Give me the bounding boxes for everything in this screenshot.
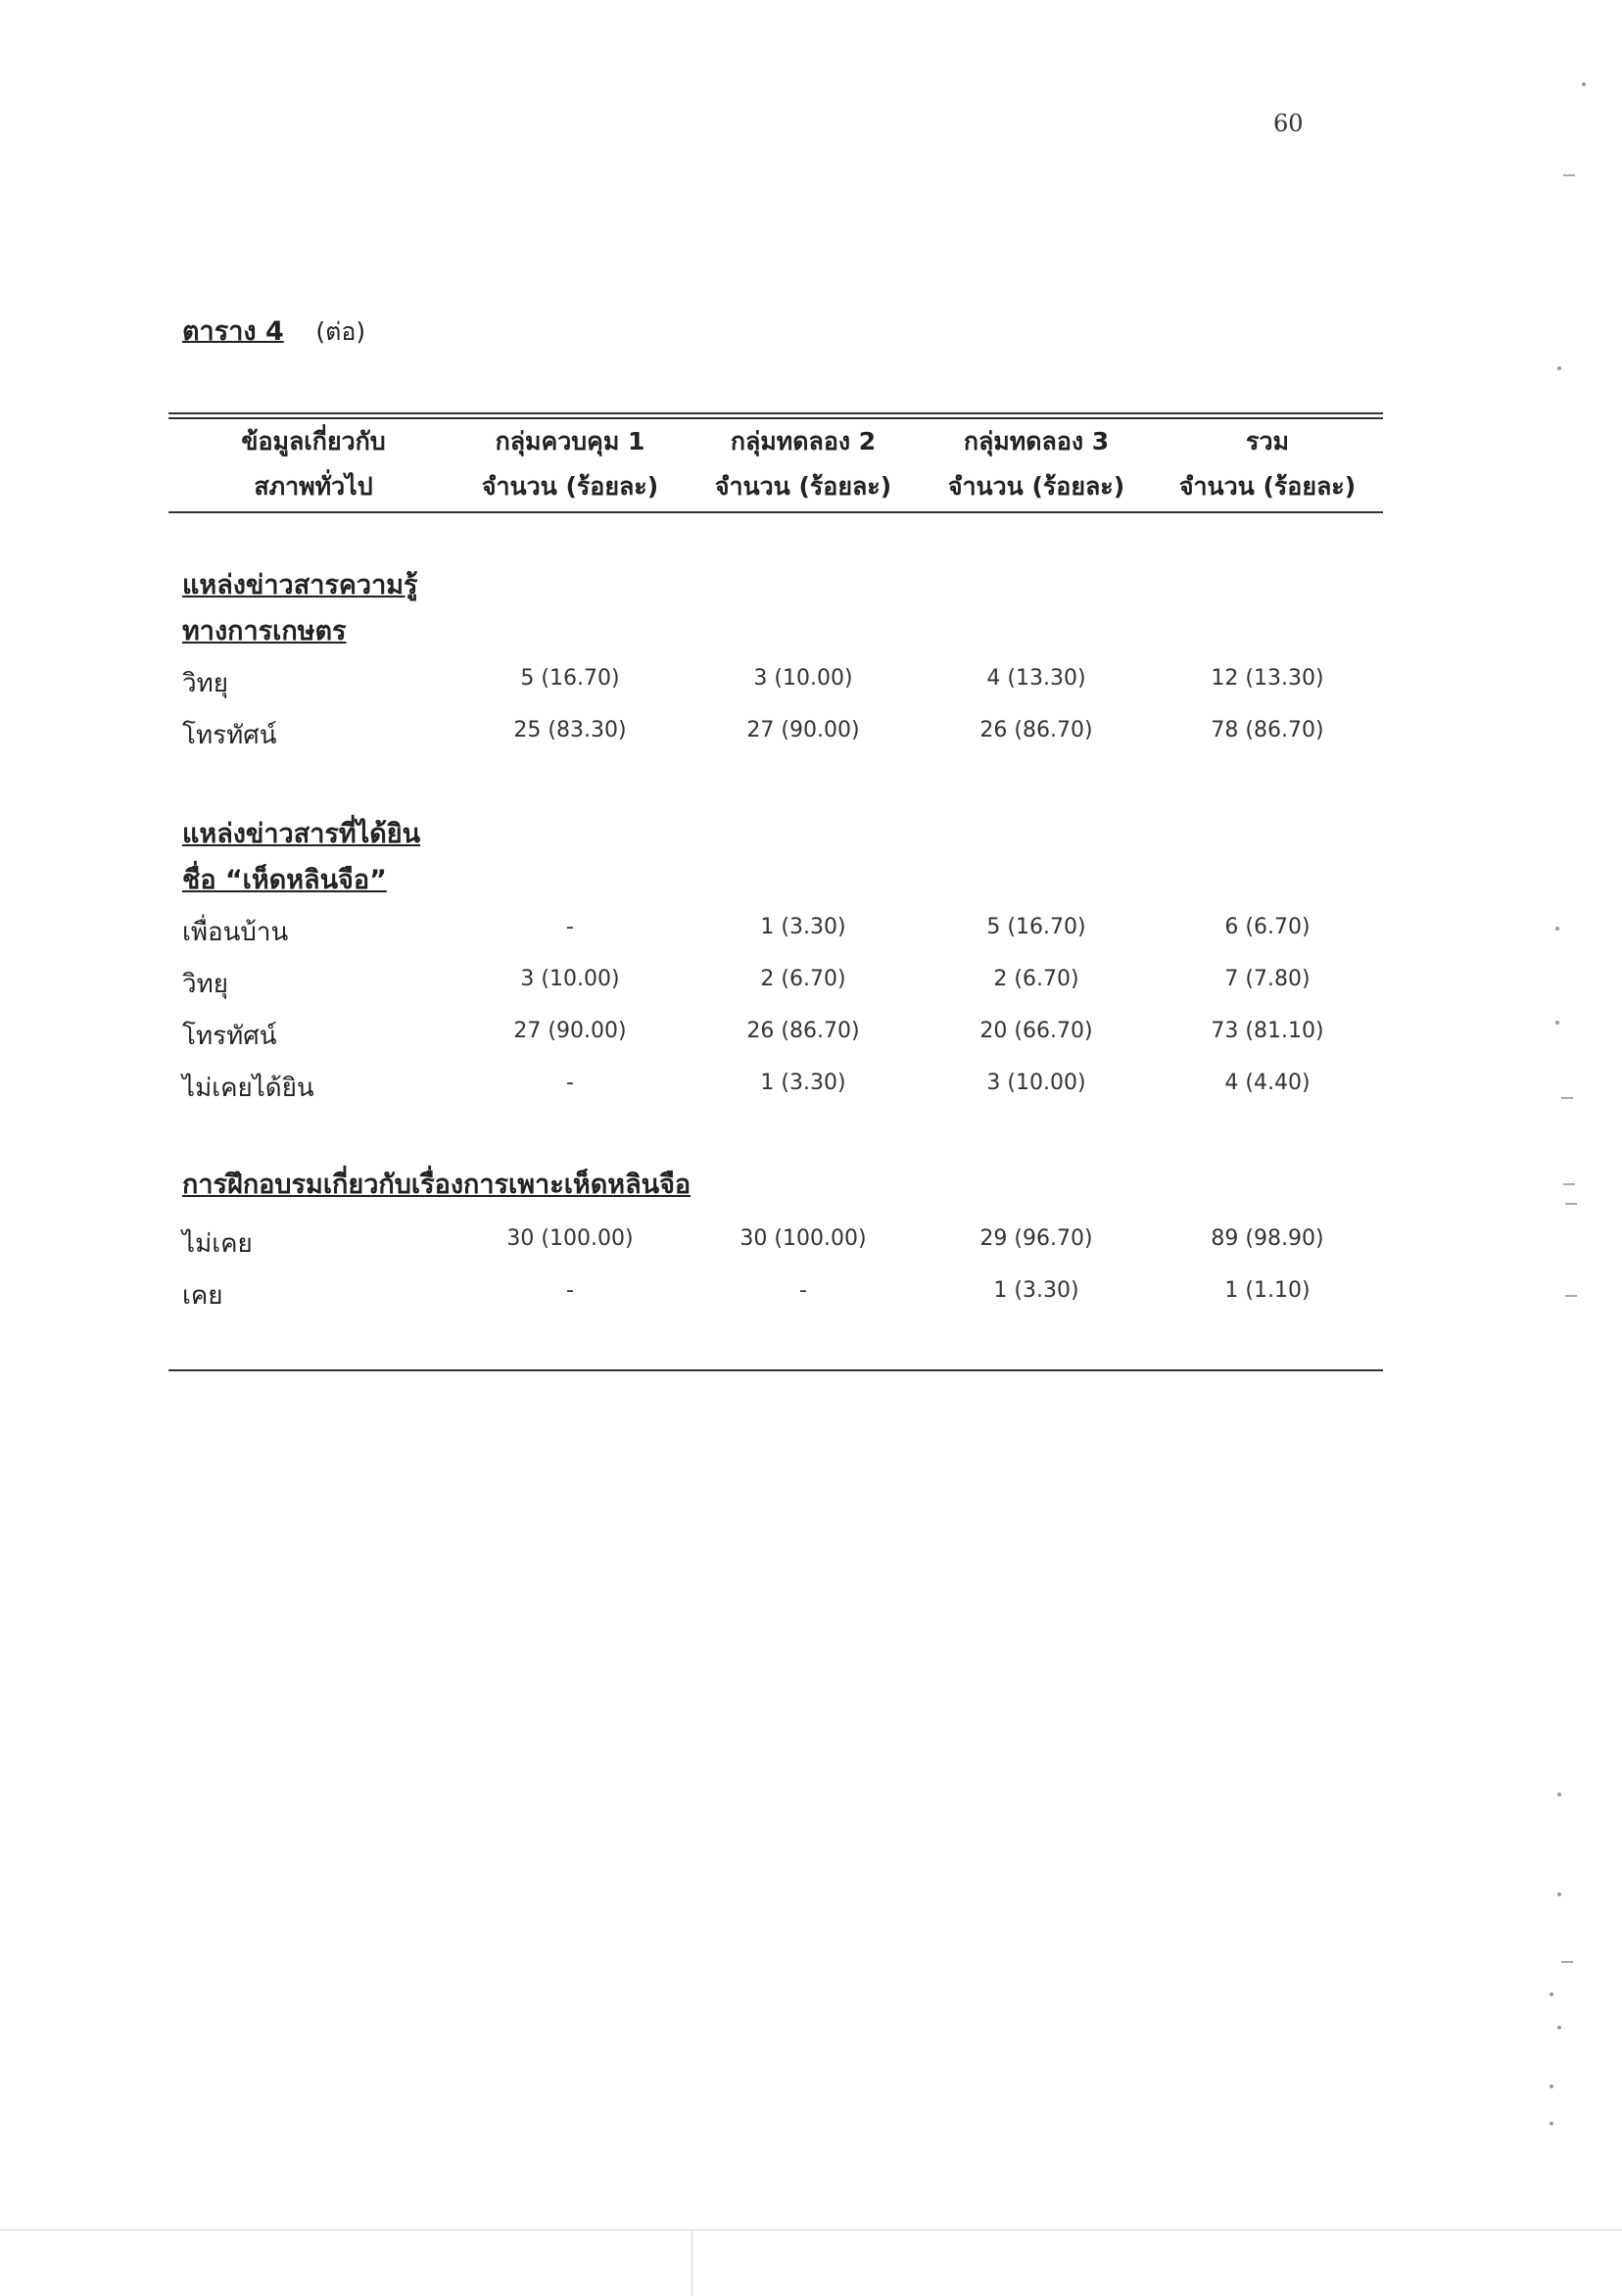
row-label: ไม่เคย — [182, 1229, 253, 1259]
scan-speck — [1561, 1961, 1573, 1963]
table-cell: - — [566, 915, 574, 939]
header-control-group-1: กลุ่มควบคุม 1 จำนวน (ร้อยละ) — [481, 427, 659, 501]
scan-speck — [1550, 1992, 1553, 1996]
table-continued: (ต่อ) — [315, 317, 366, 346]
table-cell: - — [799, 1278, 807, 1303]
table-cell: 27 (90.00) — [513, 1019, 627, 1043]
table-cell: 6 (6.70) — [1224, 915, 1311, 939]
scan-speck — [1557, 366, 1561, 370]
table-cell: 2 (6.70) — [993, 967, 1079, 991]
table-number: ตาราง 4 — [182, 316, 284, 347]
table-cell: 7 (7.80) — [1224, 967, 1311, 991]
table-cell: 26 (86.70) — [979, 718, 1093, 742]
row-label: เคย — [182, 1281, 223, 1311]
row-label: ไม่เคยได้ยิน — [182, 1074, 314, 1103]
header-experimental-group-2: กลุ่มทดลอง 2 จำนวน (ร้อยละ) — [714, 427, 892, 501]
scan-speck — [1557, 1793, 1561, 1796]
table-cell: 25 (83.30) — [513, 718, 627, 742]
row-label: โทรทัศน์ — [182, 721, 277, 750]
table-cell: 1 (3.30) — [760, 915, 846, 939]
table-cell: 30 (100.00) — [739, 1226, 867, 1251]
header-total: รวม จำนวน (ร้อยละ) — [1178, 427, 1357, 501]
section-title-heard-of-lingzhi: แหล่งข่าวสารที่ได้ยิน ชื่อ “เห็ดหลินจือ” — [182, 819, 421, 895]
section-title-training: การฝึกอบรมเกี่ยวกับเรื่องการเพาะเห็ดหลินจือ — [182, 1170, 692, 1200]
table-cell: 3 (10.00) — [986, 1071, 1086, 1095]
header-bottom-rule — [168, 511, 1383, 513]
table-cell: 20 (66.70) — [979, 1019, 1093, 1043]
table-cell: - — [566, 1278, 574, 1303]
table-cell: 29 (96.70) — [979, 1226, 1093, 1251]
scan-speck — [1565, 1203, 1577, 1205]
table-cell: 2 (6.70) — [760, 967, 846, 991]
scan-speck — [1557, 1892, 1561, 1896]
scan-speck — [1563, 174, 1575, 176]
scan-speck — [1563, 1183, 1575, 1185]
scan-bottom-line — [0, 2229, 1622, 2230]
table-cell: 1 (1.10) — [1224, 1278, 1311, 1303]
scan-speck — [1557, 2026, 1561, 2030]
table-cell: 3 (10.00) — [520, 967, 620, 991]
table-cell: 1 (3.30) — [993, 1278, 1079, 1303]
table-cell: 30 (100.00) — [506, 1226, 634, 1251]
scan-speck — [1565, 1295, 1577, 1297]
row-label: โทรทัศน์ — [182, 1022, 277, 1051]
table-cell: 89 (98.90) — [1211, 1226, 1324, 1251]
row-label: วิทยุ — [182, 970, 228, 999]
table-cell: - — [566, 1071, 574, 1095]
page-number: 60 — [1273, 110, 1304, 137]
table-cell: 12 (13.30) — [1211, 666, 1324, 691]
scan-speck — [1550, 2084, 1553, 2088]
scan-speck — [1555, 927, 1559, 931]
scan-speck — [1550, 2122, 1553, 2126]
table-cell: 5 (16.70) — [520, 666, 620, 691]
header-experimental-group-3: กลุ่มทดลอง 3 จำนวน (ร้อยละ) — [947, 427, 1125, 501]
table-cell: 4 (4.40) — [1224, 1071, 1311, 1095]
table-cell: 5 (16.70) — [986, 915, 1086, 939]
table-cell: 4 (13.30) — [986, 666, 1086, 691]
table-cell: 73 (81.10) — [1211, 1019, 1324, 1043]
table-cell: 26 (86.70) — [746, 1019, 860, 1043]
scan-speck — [1582, 82, 1586, 86]
section-title-agri-news-source: แหล่งข่าวสารความรู้ ทางการเกษตร — [182, 570, 418, 646]
scan-speck — [1561, 1097, 1573, 1099]
table-cell: 1 (3.30) — [760, 1071, 846, 1095]
row-label: วิทยุ — [182, 669, 228, 698]
scan-speck — [1555, 1021, 1559, 1025]
table-top-rule — [168, 412, 1383, 414]
row-label: เพื่อนบ้าน — [182, 918, 289, 947]
table-cell: 3 (10.00) — [753, 666, 853, 691]
table-bottom-rule — [168, 1369, 1383, 1371]
header-info: ข้อมูลเกี่ยวกับ สภาพทั่วไป — [241, 427, 386, 501]
table-cell: 27 (90.00) — [746, 718, 860, 742]
table-caption — [182, 310, 365, 352]
table-cell: 78 (86.70) — [1211, 718, 1324, 742]
